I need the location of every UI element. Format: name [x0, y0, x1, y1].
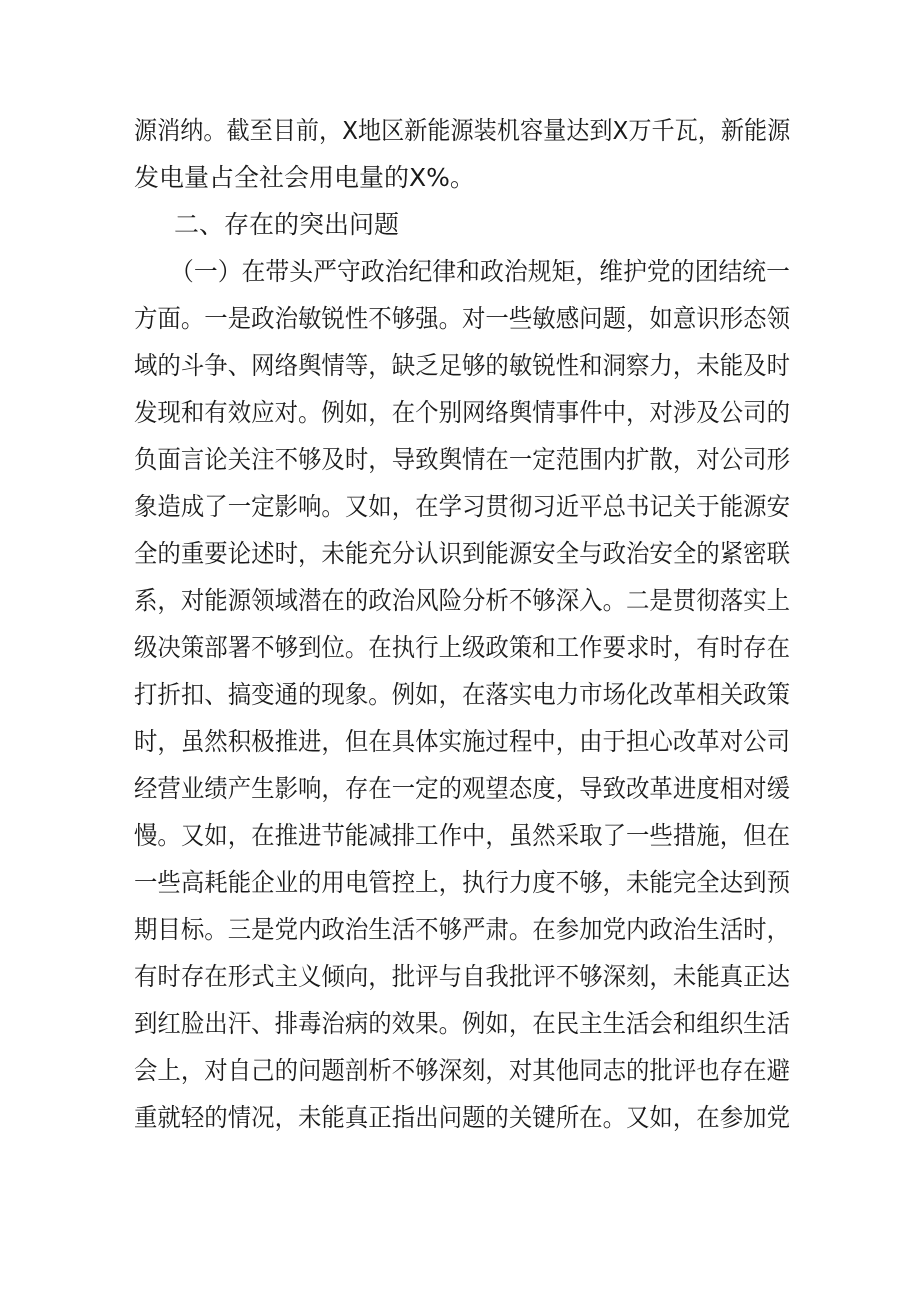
text-line: 发电量占全社会用电量的X%。 [134, 163, 475, 192]
text-line: 发现和有效应对。例如，在个别网络舆情事件中，对涉及公司的 [134, 398, 791, 427]
text-line: 到红脸出汗、排毒治病的效果。例如，在民主生活会和组织生活 [134, 1009, 791, 1038]
text-line: 域的斗争、网络舆情等，缺乏足够的敏锐性和洞察力，未能及时 [134, 351, 791, 380]
text-line: 打折扣、搞变通的现象。例如，在落实电力市场化改革相关政策 [134, 680, 791, 709]
text-line: 象造成了一定影响。又如，在学习贯彻习近平总书记关于能源安 [134, 492, 791, 521]
section-heading: 二、存在的突出问题 [174, 210, 400, 239]
text-line: 一些高耗能企业的用电管控上，执行力度不够，未能完全达到预 [134, 868, 791, 897]
text-line: 系，对能源领域潜在的政治风险分析不够深入。二是贯彻落实上 [134, 586, 791, 615]
text-line: 会上，对自己的问题剖析不够深刻，对其他同志的批评也存在避 [134, 1056, 791, 1085]
text-line: 慢。又如，在推进节能减排工作中，虽然采取了一些措施，但在 [134, 821, 791, 850]
text-line: 全的重要论述时，未能充分认识到能源安全与政治安全的紧密联 [134, 539, 791, 568]
text-line: 重就轻的情况，未能真正指出问题的关键所在。又如，在参加党 [134, 1103, 791, 1132]
text-line: 有时存在形式主义倾向，批评与自我批评不够深刻，未能真正达 [134, 962, 791, 991]
subsection-heading-line: （一）在带头严守政治纪律和政治规矩，维护党的团结统一 [170, 257, 791, 286]
text-line: 时，虽然积极推进，但在具体实施过程中，由于担心改革对公司 [134, 727, 791, 756]
text-line: 方面。一是政治敏锐性不够强。对一些敏感问题，如意识形态领 [134, 304, 791, 333]
text-line: 期目标。三是党内政治生活不够严肃。在参加党内政治生活时， [134, 915, 791, 944]
text-line: 源消纳。截至目前，X地区新能源装机容量达到X万千瓦，新能源 [134, 116, 791, 145]
text-line: 经营业绩产生影响，存在一定的观望态度，导致改革进度相对缓 [134, 774, 791, 803]
text-line: 级决策部署不够到位。在执行上级政策和工作要求时，有时存在 [134, 633, 791, 662]
text-line: 负面言论关注不够及时，导致舆情在一定范围内扩散，对公司形 [134, 445, 791, 474]
